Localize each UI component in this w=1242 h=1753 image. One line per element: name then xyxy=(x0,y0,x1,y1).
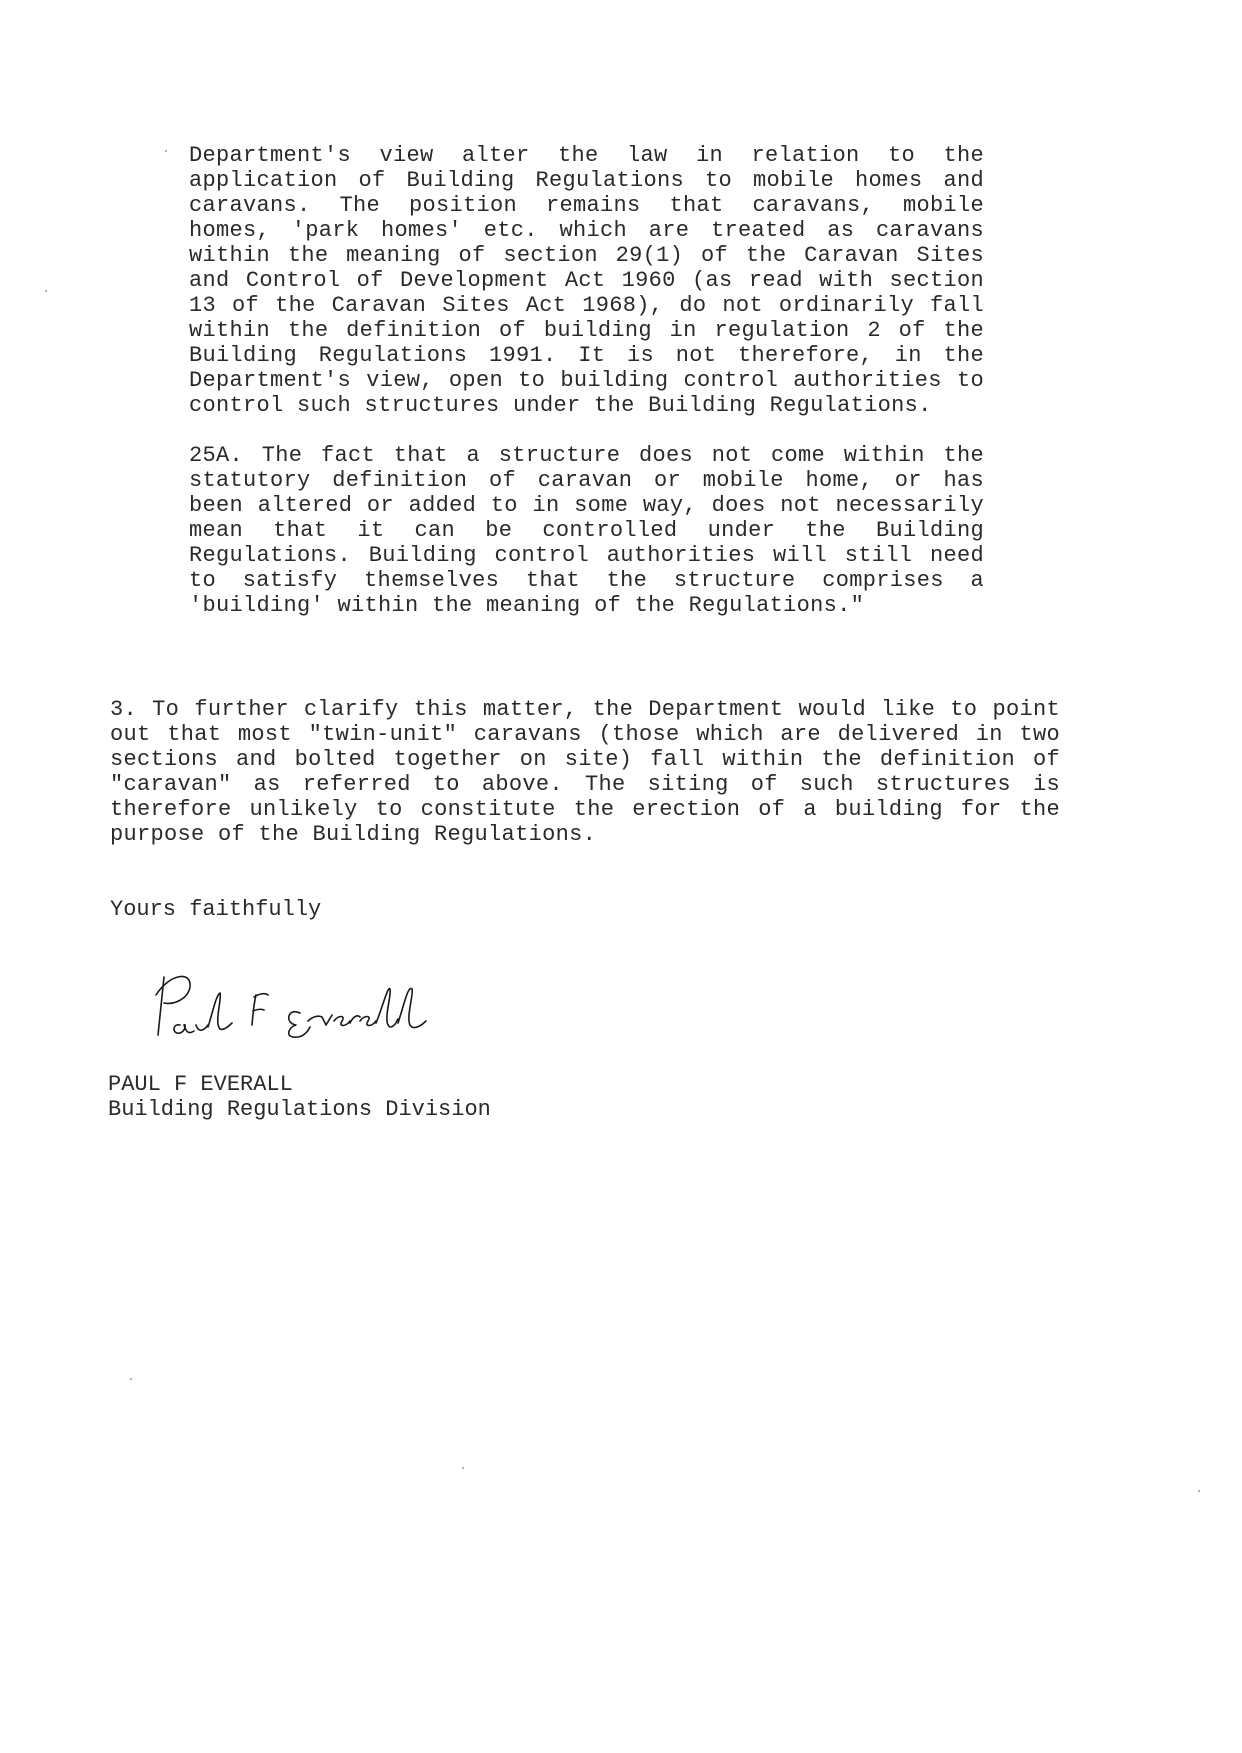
signatory-division: Building Regulations Division xyxy=(108,1097,491,1122)
signatory-name: PAUL F EVERALL xyxy=(108,1072,293,1097)
body-paragraph-3 xyxy=(110,697,1060,847)
quote-paragraph-25a: 25A. The fact that a structure does not come within the statutory definition of caravan or mobile home, or has been altered or added to in some way, does not necessarily mean that it can be controlled under the Building Regulations. Building control authorities will still need to satisfy themselves that the structure comprises a 'building' within the meaning of the Regulations." xyxy=(189,443,984,618)
scan-speck xyxy=(1198,1490,1200,1492)
scan-speck xyxy=(130,1378,132,1380)
signatory-block xyxy=(108,1072,491,1122)
handwritten-signature xyxy=(150,965,440,1045)
quoted-guidance xyxy=(189,143,984,618)
body-paragraph-text: 3. To further clarify this matter, the Department would like to point out that most "twin-unit" caravans (those which are delivered in two sections and bolted together on site) fall within the definition of "caravan" as referred to above. The siting of such structures is therefore unlikely to constitute the erection of a building for the purpose of the Building Regulations. xyxy=(110,697,1060,847)
scan-speck xyxy=(45,290,47,292)
quote-paragraph-1: Department's view alter the law in relation to the application of Building Regulations to mobile homes and caravans. The position remains that caravans, mobile homes, 'park homes' etc. which are treated as caravans within the meaning of section 29(1) of the Caravan Sites and Control of Development Act 1960 (as read with section 13 of the Caravan Sites Act 1968), do not ordinarily fall within the definition of building in regulation 2 of the Building Regulations 1991. It is not therefore, in the Department's view, open to building control authorities to control such structures under the Building Regulations. xyxy=(189,143,984,418)
closing-salutation: Yours faithfully xyxy=(110,897,322,922)
scan-speck xyxy=(462,1467,464,1469)
scan-speck xyxy=(165,150,167,152)
